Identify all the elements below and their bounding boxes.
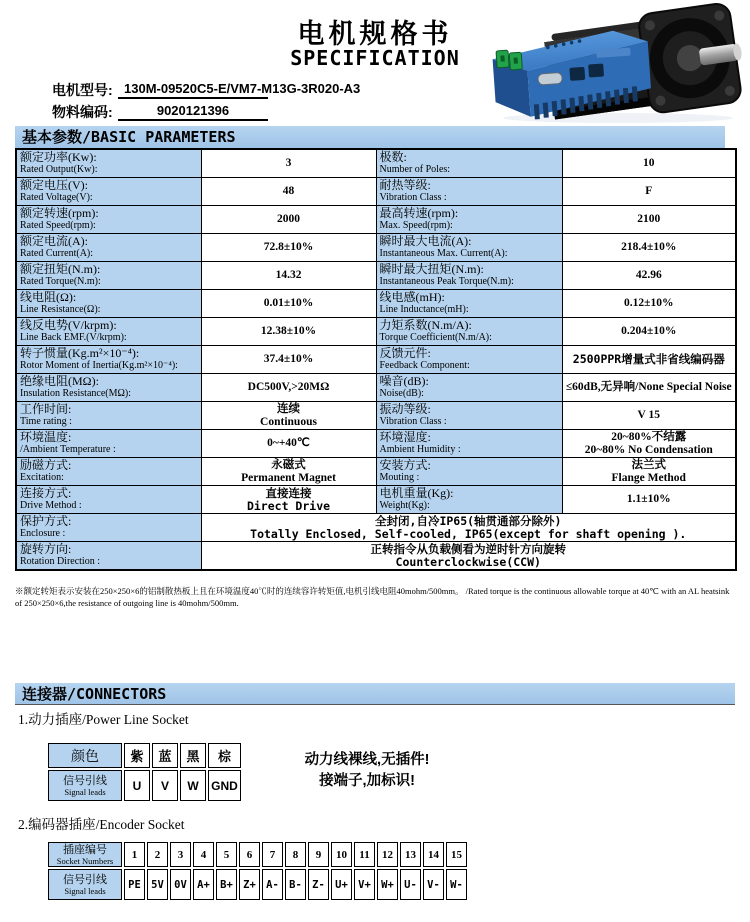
param-value: 直接连接 Direct Drive	[201, 486, 376, 514]
param-label: 额定转速(rpm): Rated Speed(rpm):	[16, 206, 201, 234]
param-value: F	[562, 178, 736, 206]
param-value: 14.32	[201, 262, 376, 290]
param-label: 力矩系数(N.m/A): Torque Coefficient(N.m/A):	[376, 318, 562, 346]
param-value: 0.12±10%	[562, 290, 736, 318]
socket-number-cell: 12	[377, 842, 398, 867]
param-label: 工作时间: Time rating :	[16, 402, 201, 430]
socket-number-cell: 3	[170, 842, 191, 867]
wire-color-cell: 黑	[180, 743, 206, 768]
signal-cell: V-	[423, 869, 444, 900]
signal-cell: U-	[400, 869, 421, 900]
product-photo	[478, 2, 746, 124]
code-label: 物料编码:	[52, 104, 113, 120]
param-value: 2100	[562, 206, 736, 234]
param-value: 1.1±10%	[562, 486, 736, 514]
power-wiring-note	[262, 750, 472, 792]
param-value: 0.204±10%	[562, 318, 736, 346]
param-value: 法兰式 Flange Method	[562, 458, 736, 486]
basic-row	[16, 458, 736, 486]
param-value: 72.8±10%	[201, 234, 376, 262]
param-value: 3	[201, 149, 376, 178]
socket-number-cell: 7	[262, 842, 283, 867]
param-label: 安装方式: Mouting :	[376, 458, 562, 486]
basic-row	[16, 234, 736, 262]
power-note-line2: 接端子,加标识!	[319, 773, 415, 789]
model-label: 电机型号:	[52, 82, 113, 98]
param-value: 0~+40℃	[201, 430, 376, 458]
param-label: 线电阻(Ω): Line Resistance(Ω):	[16, 290, 201, 318]
param-label: 额定电压(V): Rated Voltage(V):	[16, 178, 201, 206]
signal-cell: 0V	[170, 869, 191, 900]
param-label: 转子惯量(Kg.m²×10⁻⁴): Rotor Moment of Inertia(Kg.m²×10⁻⁴):	[16, 346, 201, 374]
signal-cell: V+	[354, 869, 375, 900]
power-color-row	[48, 743, 241, 768]
wire-color-cell: 棕	[208, 743, 241, 768]
param-label: 额定电流(A): Rated Current(A):	[16, 234, 201, 262]
color-header-cell: 颜色	[48, 743, 122, 768]
basic-row	[16, 346, 736, 374]
power-table-body	[48, 743, 241, 801]
param-label: 旋转方向: Rotation Direction :	[16, 542, 201, 571]
signal-cell: GND	[208, 770, 241, 801]
encoder-signal-row	[48, 869, 467, 900]
basic-row	[16, 206, 736, 234]
param-value: 42.96	[562, 262, 736, 290]
param-value: V 15	[562, 402, 736, 430]
basic-row	[16, 262, 736, 290]
param-value: 37.4±10%	[201, 346, 376, 374]
param-label: 反馈元件: Feedback Component:	[376, 346, 562, 374]
param-value: 全封闭,自冷IP65(轴贯通部分除外) Totally Enclosed, Self-cooled, IP65(except for shaft opening ).	[201, 514, 736, 542]
param-value: 12.38±10%	[201, 318, 376, 346]
signal-cell: B-	[285, 869, 306, 900]
socket-number-cell: 15	[446, 842, 467, 867]
param-value: 正转指令从负载侧看为逆时针方向旋转 Counterclockwise(CCW)	[201, 542, 736, 571]
signal-cell: PE	[124, 869, 145, 900]
socket-number-cell: 2	[147, 842, 168, 867]
page-title-en: SPECIFICATION	[290, 46, 460, 70]
socket-number-cell: 6	[239, 842, 260, 867]
encoder-socket-title: 2.编码器插座/Encoder Socket	[18, 817, 185, 832]
page-title-cn: 电机规格书	[297, 19, 453, 49]
power-socket-table	[46, 741, 243, 803]
code-value: 9020121396	[156, 103, 230, 118]
param-label: 额定扭矩(N.m): Rated Torque(N.m):	[16, 262, 201, 290]
signal-cell: W-	[446, 869, 467, 900]
socket-number-cell: 8	[285, 842, 306, 867]
socket-number-cell: 11	[354, 842, 375, 867]
signal-cell: W+	[377, 869, 398, 900]
param-label: 瞬时最大扭矩(N.m): Instantaneous Peak Torque(N.m):	[376, 262, 562, 290]
param-label: 环境湿度: Ambient Humidity :	[376, 430, 562, 458]
motor-driver-photo	[478, 2, 746, 124]
basic-span-row	[16, 514, 736, 542]
rated-torque-footnote: ※额定转矩表示安装在250×250×6的铝制散热板上且在环境温度40℃时的连续容许转矩值,电机引线电阻40mohm/500mm。 /Rated torque is the continuous allowable torque at 40℃ with an AL heatsink of 250×250×6,the resistance of outgoing line is 40mohm/500mm.	[15, 586, 730, 608]
param-value: DC500V,>20MΩ	[201, 374, 376, 402]
model-value: 130M-09520C5-E/VM7-M13G-3R020-A3	[124, 81, 361, 96]
basic-row	[16, 402, 736, 430]
power-note-line1: 动力线裸线,无插件!	[304, 752, 430, 768]
param-value: 2000	[201, 206, 376, 234]
wire-color-cell: 蓝	[152, 743, 178, 768]
param-value: 20~80%不结露 20~80% No Condensation	[562, 430, 736, 458]
signal-leads-header-cell: 信号引线 Signal leads	[48, 869, 122, 900]
encoder-number-row	[48, 842, 467, 867]
signal-cell: Z+	[239, 869, 260, 900]
param-value: 48	[201, 178, 376, 206]
signal-cell: W	[180, 770, 206, 801]
socket-number-cell: 10	[331, 842, 352, 867]
socket-number-cell: 1	[124, 842, 145, 867]
param-label: 极数: Number of Poles:	[376, 149, 562, 178]
param-label: 线反电势(V/krpm): Line Back EMF.(V/krpm):	[16, 318, 201, 346]
basic-row	[16, 290, 736, 318]
socket-number-cell: 9	[308, 842, 329, 867]
signal-cell: A-	[262, 869, 283, 900]
basic-row	[16, 318, 736, 346]
param-label: 保护方式: Enclosure :	[16, 514, 201, 542]
socket-number-cell: 5	[216, 842, 237, 867]
basic-parameters-header: 基本参数/BASIC PARAMETERS	[15, 126, 725, 148]
basic-row	[16, 178, 736, 206]
wire-color-cell: 紫	[124, 743, 150, 768]
socket-number-cell: 13	[400, 842, 421, 867]
connectors-header: 连接器/CONNECTORS	[15, 683, 735, 705]
signal-cell: Z-	[308, 869, 329, 900]
basic-table-body	[16, 149, 736, 570]
param-value: 连续 Continuous	[201, 402, 376, 430]
param-value: 2500PPR增量式非省线编码器	[562, 346, 736, 374]
socket-numbers-header-cell: 插座编号 Socket Numbers	[48, 842, 122, 867]
basic-row	[16, 149, 736, 178]
param-label: 额定功率(Kw): Rated Output(Kw):	[16, 149, 201, 178]
param-value: 218.4±10%	[562, 234, 736, 262]
param-value: 10	[562, 149, 736, 178]
signal-cell: 5V	[147, 869, 168, 900]
param-label: 线电感(mH): Line Inductance(mH):	[376, 290, 562, 318]
param-value: ≤60dB,无异响/None Special Noise	[562, 374, 736, 402]
encoder-table-body	[48, 842, 467, 900]
power-socket-title: 1.动力插座/Power Line Socket	[18, 712, 189, 727]
param-label: 耐热等级: Vibration Class :	[376, 178, 562, 206]
signal-cell: V	[152, 770, 178, 801]
signal-cell: A+	[193, 869, 214, 900]
signal-cell: B+	[216, 869, 237, 900]
param-label: 噪音(dB): Noise(dB):	[376, 374, 562, 402]
param-value: 永磁式 Permanent Magnet	[201, 458, 376, 486]
param-label: 励磁方式: Excitation:	[16, 458, 201, 486]
param-label: 最高转速(rpm): Max. Speed(rpm):	[376, 206, 562, 234]
power-signal-row	[48, 770, 241, 801]
param-label: 瞬时最大电流(A): Instantaneous Max. Current(A):	[376, 234, 562, 262]
param-label: 连接方式: Drive Method :	[16, 486, 201, 514]
param-label: 电机重量(Kg): Weight(Kg):	[376, 486, 562, 514]
basic-parameters-table	[15, 148, 737, 571]
socket-number-cell: 4	[193, 842, 214, 867]
basic-row	[16, 430, 736, 458]
param-label: 环境温度: /Ambient Temperature :	[16, 430, 201, 458]
param-value: 0.01±10%	[201, 290, 376, 318]
param-label: 绝缘电阻(MΩ): Insulation Resistance(MΩ):	[16, 374, 201, 402]
basic-span-row	[16, 542, 736, 571]
signal-leads-header-cell: 信号引线 Signal leads	[48, 770, 122, 801]
signal-cell: U	[124, 770, 150, 801]
encoder-socket-table	[46, 840, 469, 902]
basic-row	[16, 374, 736, 402]
socket-number-cell: 14	[423, 842, 444, 867]
signal-cell: U+	[331, 869, 352, 900]
param-label: 振动等级: Vibration Class :	[376, 402, 562, 430]
basic-row	[16, 486, 736, 514]
